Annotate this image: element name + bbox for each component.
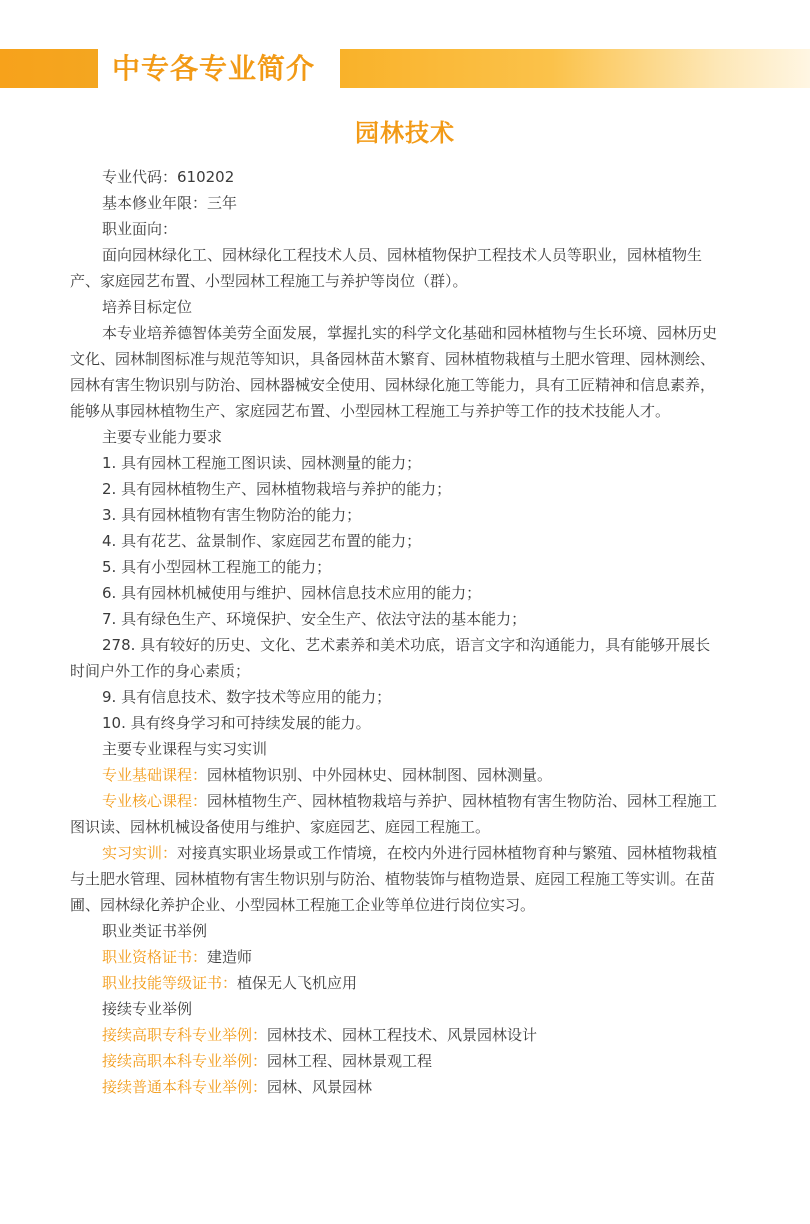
- higher-bachelor-text: 园林工程、园林景观工程: [267, 1052, 433, 1070]
- regular-bachelor-label: 接续普通本科专业举例：: [102, 1078, 268, 1096]
- banner-title: 中专各专业简介: [112, 52, 316, 85]
- core-courses: [70, 788, 718, 840]
- practice-text: 对接真实职业场景或工作情境，在校内外进行园林植物育种与繁殖、园林植物栽植与土肥水管理、园林植物有害生物识别与防治、植物装饰与植物造景、庭园工程施工等实训。在苗圃、园林绿化养护企业、小型园林工程施工企业等单位进行岗位实习。: [70, 844, 718, 914]
- ability-item: 1. 具有园林工程施工图识读、园林测量的能力；: [102, 454, 422, 472]
- certificates-heading: 职业类证书举例: [102, 922, 208, 940]
- basic-courses-label: 专业基础课程：: [102, 766, 208, 784]
- career-text: 面向园林绿化工、园林绿化工程技术人员、园林植物保护工程技术人员等职业，园林植物生产、家庭园艺布置、小型园林工程施工与养护等岗位（群）。: [70, 246, 703, 290]
- further-heading: 接续专业举例: [102, 1000, 193, 1018]
- qualification-label: 职业资格证书：: [102, 948, 208, 966]
- career-heading: 职业面向：: [102, 220, 178, 238]
- basic-courses: [70, 762, 718, 788]
- ability-item: 2. 具有园林植物生产、园林植物栽培与养护的能力；: [102, 480, 452, 498]
- ability-item: 9. 具有信息技术、数字技术等应用的能力；: [102, 688, 392, 706]
- practice-training: [70, 840, 718, 918]
- goal-text: 本专业培养德智体美劳全面发展，掌握扎实的科学文化基础和园林植物与生长环境、园林历史文化、园林制图标准与规范等知识，具备园林苗木繁育、园林植物栽植与土肥水管理、园林测绘、园林有害生物识别与防治、园林器械安全使用、园林绿化施工等能力，具有工匠精神和信息素养，能够从事园林植物生产、家庭园艺布置、小型园林工程施工与养护等工作的技术技能人才。: [70, 324, 718, 420]
- higher-bachelor-label: 接续高职本科专业举例：: [102, 1052, 268, 1070]
- ability-item: 3. 具有园林植物有害生物防治的能力；: [102, 506, 362, 524]
- courses-heading: 主要专业课程与实习实训: [102, 740, 268, 758]
- ability-item: 6. 具有园林机械使用与维护、园林信息技术应用的能力；: [102, 584, 482, 602]
- study-duration: 基本修业年限：三年: [102, 194, 238, 212]
- abilities-heading: 主要专业能力要求: [102, 428, 223, 446]
- ability-item: 7. 具有绿色生产、环境保护、安全生产、依法守法的基本能力；: [102, 610, 527, 628]
- qualification-text: 建造师: [207, 948, 253, 966]
- skill-text: 植保无人飞机应用: [237, 974, 358, 992]
- banner-bar-right: [340, 49, 810, 88]
- banner-bar-left: [0, 49, 98, 88]
- core-courses-label: 专业核心课程：: [102, 792, 208, 810]
- ability-item: 278. 具有较好的历史、文化、艺术素养和美术功底，语言文字和沟通能力，具有能够开展长时间户外工作的身心素质；: [70, 636, 711, 680]
- higher-vocational-label: 接续高职专科专业举例：: [102, 1026, 268, 1044]
- major-description: [70, 164, 718, 1100]
- regular-bachelor-text: 园林、风景园林: [267, 1078, 373, 1096]
- practice-label: 实习实训：: [102, 844, 178, 862]
- goal-heading: 培养目标定位: [102, 298, 193, 316]
- ability-item: 10. 具有终身学习和可持续发展的能力。: [102, 714, 371, 732]
- further-regular-bachelor: [70, 1074, 718, 1100]
- basic-courses-text: 园林植物识别、中外园林史、园林制图、园林测量。: [207, 766, 553, 784]
- ability-item: 4. 具有花艺、盆景制作、家庭园艺布置的能力；: [102, 532, 422, 550]
- major-code: 专业代码：610202: [102, 168, 235, 186]
- page-title: 园林技术: [355, 119, 455, 147]
- higher-vocational-text: 园林技术、园林工程技术、风景园林设计: [267, 1026, 538, 1044]
- skill-label: 职业技能等级证书：: [102, 974, 238, 992]
- section-banner: [0, 49, 810, 88]
- skill-certificate: [70, 970, 718, 996]
- further-higher-bachelor: [70, 1048, 718, 1074]
- ability-item: 5. 具有小型园林工程施工的能力；: [102, 558, 332, 576]
- further-higher-vocational: [70, 1022, 718, 1048]
- qualification-certificate: [70, 944, 718, 970]
- core-courses-text: 园林植物生产、园林植物栽培与养护、园林植物有害生物防治、园林工程施工图识读、园林机械设备使用与维护、家庭园艺、庭园工程施工。: [70, 792, 718, 836]
